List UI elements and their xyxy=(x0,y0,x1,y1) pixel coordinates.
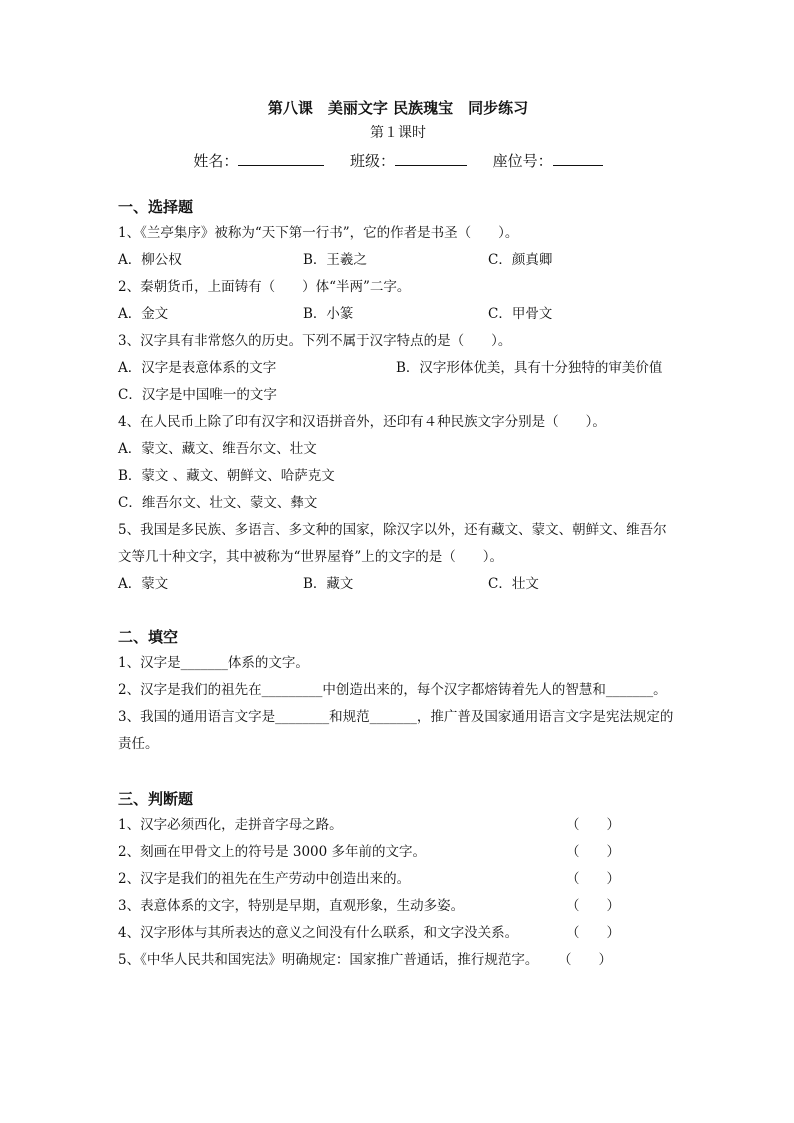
question-3-options-ab xyxy=(118,355,678,382)
worksheet-page xyxy=(118,96,678,974)
option-a[interactable]: A．柳公权 xyxy=(118,252,182,268)
option-c[interactable]: C．汉字是中国唯一的文字 xyxy=(118,387,277,403)
question-4: 4、在人民币上除了印有汉字和汉语拼音外，还印有４种民族文字分别是（ ）。 xyxy=(118,414,606,430)
option-b[interactable]: B．小篆 xyxy=(303,306,354,322)
judge-item-3 xyxy=(118,866,678,893)
question-2: 2、秦朝货币，上面铸有（ ）体“半两”二字。 xyxy=(118,279,411,295)
option-c[interactable]: C．甲骨文 xyxy=(488,306,553,322)
section-heading-judge: 三、判断题 xyxy=(118,790,194,808)
option-b[interactable]: B．王羲之 xyxy=(303,252,367,268)
judge-item-6 xyxy=(118,947,678,974)
class-blank[interactable] xyxy=(395,149,467,166)
option-a[interactable]: A．蒙文 xyxy=(118,576,169,592)
section-heading-choice: 一、选择题 xyxy=(118,198,194,216)
judge-item-1 xyxy=(118,812,678,839)
question-3: 3、汉字具有非常悠久的历史。下列不属于汉字特点的是（ ）。 xyxy=(118,333,512,349)
judge-statement: 3、表意体系的文字，特别是早期，直观形象，生动多姿。 xyxy=(118,898,465,914)
question-5: 5、我国是多民族、多语言、多文种的国家，除汉字以外，还有藏文、蒙文、朝鲜文、维吾尔文等几十种文字，其中被称为“世界屋脊”上的文字的是（ ）。 xyxy=(118,522,667,565)
option-a[interactable]: A．金文 xyxy=(118,306,169,322)
answer-parentheses[interactable]: （ ） xyxy=(566,817,620,833)
worksheet-title: 第八课 美丽文字 民族瑰宝 同步练习 xyxy=(267,99,529,117)
answer-parentheses[interactable]: （ ） xyxy=(566,898,620,914)
fill-item-2[interactable]: 2、汉字是我们的祖先在_________中创造出来的，每个汉字都熔铸着先人的智慧和_______。 xyxy=(118,682,667,698)
judge-statement: 2、刻画在甲骨文上的符号是 3000 多年前的文字。 xyxy=(118,844,427,860)
option-a[interactable]: A．汉字是表意体系的文字 xyxy=(118,360,277,376)
question-1-options xyxy=(118,247,678,274)
judge-statement: 1、汉字必须西化，走拼音字母之路。 xyxy=(118,817,343,833)
judge-item-4 xyxy=(118,893,678,920)
fill-item-1[interactable]: 1、汉字是_______体系的文字。 xyxy=(118,655,309,671)
judge-item-5 xyxy=(118,920,678,947)
option-b[interactable]: B．藏文 xyxy=(303,576,354,592)
answer-parentheses[interactable]: （ ） xyxy=(558,952,612,968)
class-label: 班级： xyxy=(349,152,395,170)
name-blank[interactable] xyxy=(238,149,324,166)
judge-item-2 xyxy=(118,839,678,866)
judge-statement: 4、汉字形体与其所表达的意义之间没有什么联系，和文字没关系。 xyxy=(118,925,519,941)
question-5-options xyxy=(118,571,678,598)
judge-statement: 5、《中华人民共和国宪法》明确规定：国家推广普通话，推行规范字。 xyxy=(118,952,539,968)
answer-parentheses[interactable]: （ ） xyxy=(566,844,620,860)
worksheet-subtitle: 第１课时 xyxy=(370,125,426,141)
option-a[interactable]: A．蒙文、藏文、维吾尔文、壮文 xyxy=(118,441,317,457)
option-c[interactable]: C．维吾尔文、壮文、蒙文、彝文 xyxy=(118,495,318,511)
question-1: 1、《兰亭集序》被称为“天下第一行书”，它的作者是书圣（ ）。 xyxy=(118,225,519,241)
section-heading-fill: 二、填空 xyxy=(118,628,179,646)
option-c[interactable]: C．颜真卿 xyxy=(488,252,553,268)
fill-item-3[interactable]: 3、我国的通用语言文字是________和规范_______，推广普及国家通用语言文字是宪法规定的责任。 xyxy=(118,709,674,752)
answer-parentheses[interactable]: （ ） xyxy=(566,871,620,887)
name-label: 姓名： xyxy=(193,152,239,170)
option-b[interactable]: B．汉字形体优美，具有十分独特的审美价值 xyxy=(396,360,663,376)
option-c[interactable]: C．壮文 xyxy=(488,576,539,592)
seat-label: 座位号： xyxy=(492,152,553,170)
judge-statement: 2、汉字是我们的祖先在生产劳动中创造出来的。 xyxy=(118,871,411,887)
question-2-options xyxy=(118,301,678,328)
seat-blank[interactable] xyxy=(553,149,603,166)
student-info-line xyxy=(118,148,678,174)
option-b[interactable]: B．蒙文 、藏文、朝鲜文、哈萨克文 xyxy=(118,468,335,484)
answer-parentheses[interactable]: （ ） xyxy=(566,925,620,941)
